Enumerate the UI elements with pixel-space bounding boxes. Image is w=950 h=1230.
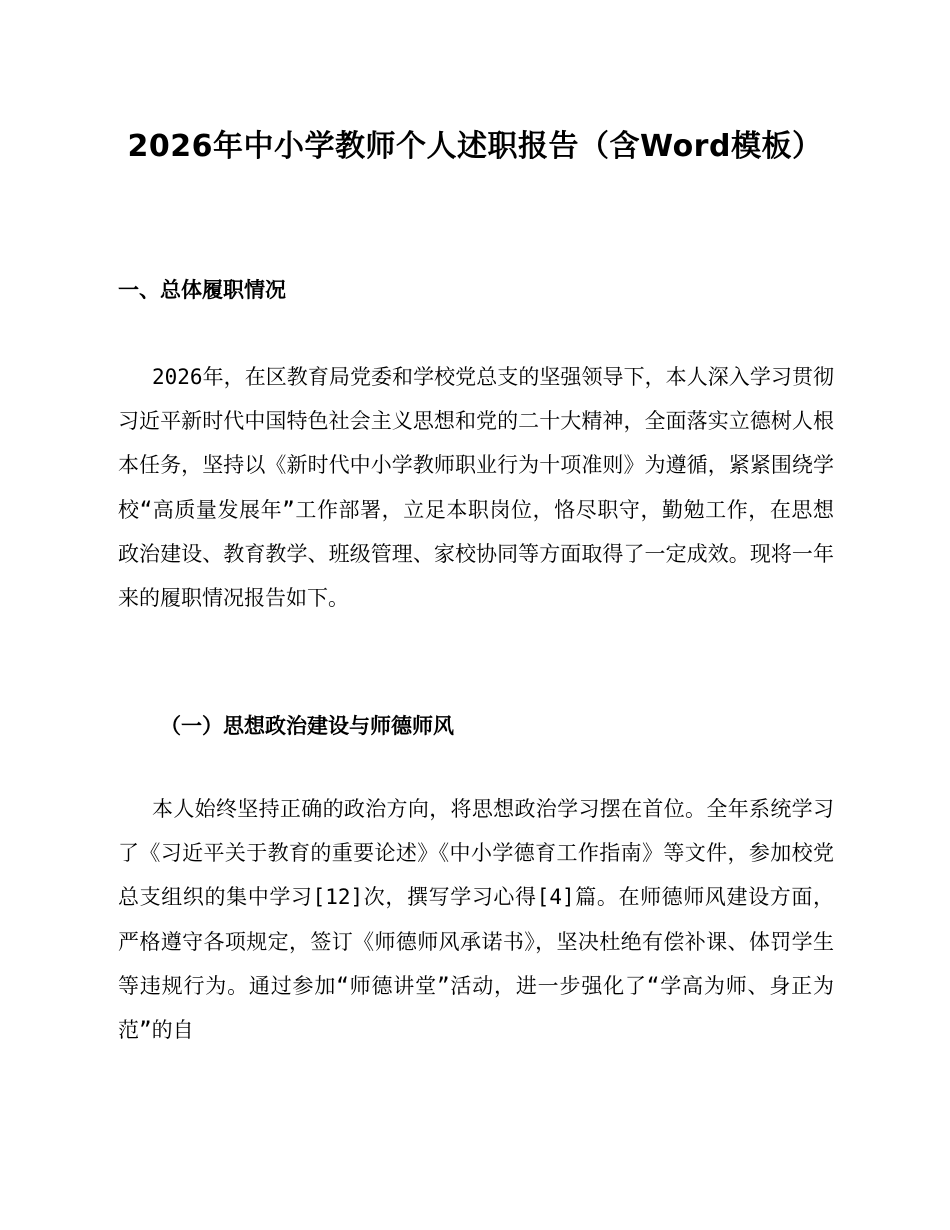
subsection-heading-ideology-ethics: （一）思想政治建设与师德师风 <box>160 714 454 738</box>
section-paragraph-overall-performance: 2026年，在区教育局党委和学校党总支的坚强领导下，本人深入学习贯彻习近平新时代中国特色社会主义思想和党的二十大精神，全面落实立德树人根本任务，坚持以《新时代中小学教师职业行为十项准则》为遵循，紧紧围绕学校“高质量发展年”工作部署，立足本职岗位，恪尽职守，勤勉工作，在思想政治建设、教育教学、班级管理、家校协同等方面取得了一定成效。现将一年来的履职情况报告如下。 <box>118 365 834 611</box>
document-title: 2026年中小学教师个人述职报告（含Word模板） <box>127 129 823 164</box>
section-heading-overall-performance: 一、总体履职情况 <box>118 278 286 302</box>
subsection-paragraph-ideology-ethics: 本人始终坚持正确的政治方向，将思想政治学习摆在首位。全年系统学习了《习近平关于教育的重要论述》《中小学德育工作指南》等文件，参加校党总支组织的集中学习[12]次，撰写学习心得[4]篇。在师德师风建设方面，严格遵守各项规定，签订《师德师风承诺书》，坚决杜绝有偿补课、体罚学生等违规行为。通过参加“师德讲堂”活动，进一步强化了“学高为师、身正为范”的自 <box>118 797 834 1043</box>
